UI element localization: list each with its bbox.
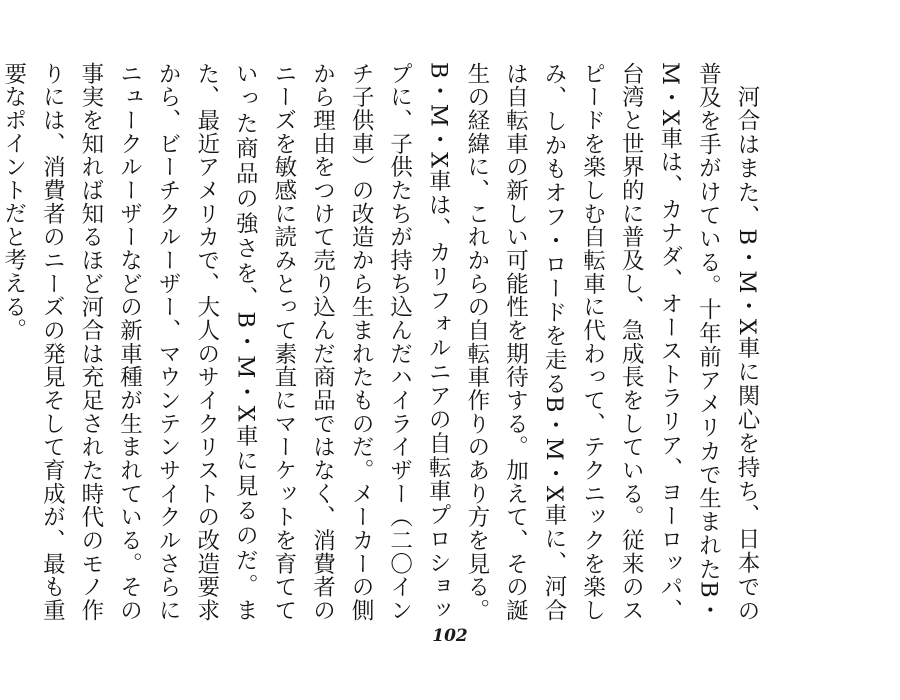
- body-paragraph: 河合はまた、B・M・X車に関心を持ち、日本での普及を手がけている。十年前アメリカで生まれたB・M・X車は、カナダ、オーストラリア、ヨーロッパ、台湾と世界的に普及し、急成長をしている。従来のスピードを楽しむ自転車に代わって、テクニックを楽しみ、しかもオフ・ロードを走るB・M・X車に、河合は自転車の新しい可能性を期待する。加えて、その誕生の経緯に、これからの自転車作りのあり方を見る。B・M・X車は、カリフォルニアの自転車プロショップに、子供たちが持ち込んだハイライザー（二〇インチ子供車）の改造から生まれたものだ。メーカーの側から理由をつけて売り込んだ商品ではなく、消費者のニーズを敏感に読みとって素直にマーケットを育てていった商品の強さを、B・M・X車に見るのだ。また、最近アメリカで、大人のサイクリストの改造要求から、ビーチクルーザー、マウンテンサイクルさらにニュークルーザーなどの新車種が生まれている。その事実を知れば知るほど河合は充足された時代のモノ作りには、消費者のニーズの発見そして育成が、最も重要なポイントだと考える。: [0, 62, 760, 622]
- page-number: 102: [432, 626, 468, 646]
- vertical-text-block: [0, 62, 766, 622]
